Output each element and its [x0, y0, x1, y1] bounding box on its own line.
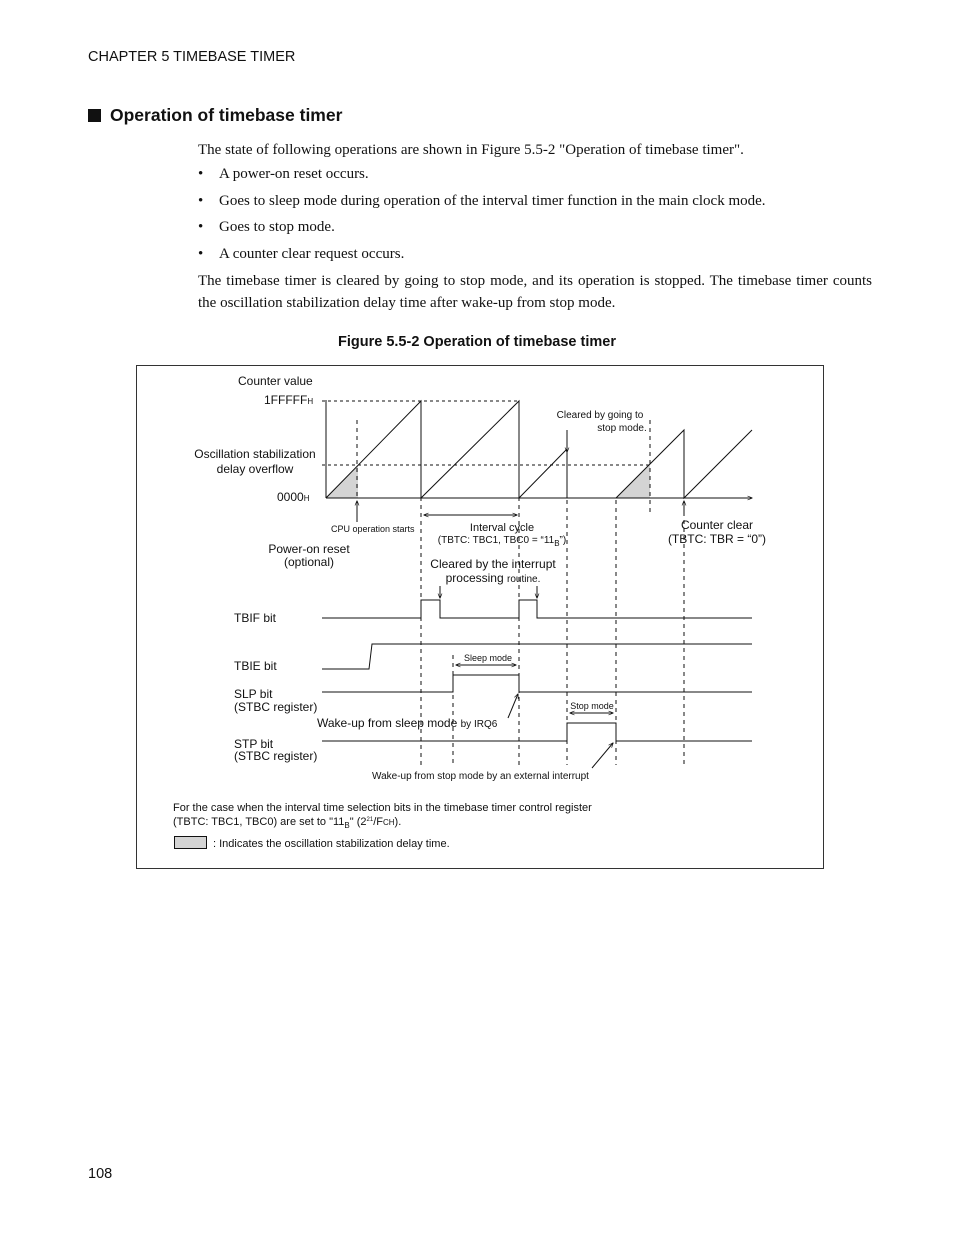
- osc-overflow-label: delay overflow: [216, 462, 294, 476]
- list-item-text: Goes to stop mode.: [219, 219, 335, 235]
- stp-label: STP bit: [234, 737, 274, 751]
- legend-text: : Indicates the oscillation stabilization delay time.: [213, 838, 450, 850]
- wakeup-sleep-label: Wake-up from sleep mode by IRQ6: [317, 716, 498, 730]
- osc-overflow-label: Oscillation stabilization: [194, 447, 316, 461]
- wakeup-stop-arrow: [592, 743, 613, 768]
- note-line: (TBTC: TBC1, TBC0) are set to "$11_B$" $(2^{21}/FCH)$.: [173, 816, 402, 830]
- power-on-reset-label: Power-on reset: [268, 542, 350, 556]
- cleared-stop-label: Cleared by going to: [556, 410, 644, 421]
- tbie-label: TBIE bit: [234, 659, 277, 673]
- tbif-signal: [322, 600, 752, 618]
- page-number: 108: [88, 1166, 113, 1182]
- list-item-text: A counter clear request occurs.: [219, 246, 405, 262]
- sleep-mode-label: Sleep mode: [463, 653, 513, 663]
- stop-mode-label: Stop mode: [570, 701, 614, 711]
- counter-clear-label: Counter clear: [680, 518, 754, 532]
- counter-clear-register-label: (TBTC: TBR = “0”): [667, 532, 767, 546]
- tbie-signal: [322, 644, 752, 669]
- cleared-stop-label: stop mode.: [597, 423, 647, 434]
- cpu-starts-label: CPU operation starts: [331, 524, 415, 534]
- bullet-dot: •: [198, 246, 204, 262]
- list-item-text: A power-on reset occurs.: [219, 166, 369, 182]
- slp-register-label: (STBC register): [234, 700, 318, 714]
- interval-register-label: (TBTC: TBC1, $TBC0 = “11_B$”): [437, 535, 567, 548]
- list-item-text: Goes to sleep mode during operation of the interval timer function in the main clock mode.: [219, 193, 766, 209]
- cleared-interrupt-label: Cleared by the interrupt: [430, 557, 556, 571]
- max-value-label: 1FFFFFH: [264, 393, 314, 407]
- cleared-interrupt-label: processing routine.: [445, 571, 541, 585]
- counter-value-label: Counter value: [238, 374, 313, 388]
- chapter-header: CHAPTER 5 TIMEBASE TIMER: [88, 49, 296, 65]
- bullet-dot: •: [198, 193, 204, 209]
- legend-swatch: [175, 837, 207, 849]
- optional-label: (optional): [283, 555, 335, 569]
- bullet-dot: •: [198, 219, 204, 235]
- counter-waveform: [326, 401, 567, 498]
- section-title: Operation of timebase timer: [110, 105, 343, 125]
- min-value-label: 0000H: [277, 490, 310, 504]
- body-paragraph: The timebase timer is cleared by going to stop mode, and its operation is stopped. The timebase timer counts the oscillation stabilization delay time after wake-up from stop mode.: [198, 273, 872, 311]
- note-line: For the case when the interval time selection bits in the timebase timer control register: [173, 802, 592, 814]
- tbif-label: TBIF bit: [234, 611, 277, 625]
- wakeup-sleep-arrow: [508, 694, 518, 718]
- slp-label: SLP bit: [234, 687, 273, 701]
- figure-caption: Figure 5.5-2 Operation of timebase timer: [338, 334, 616, 350]
- bullet-dot: •: [198, 166, 204, 182]
- wakeup-stop-label: Wake-up from stop mode by an external interrupt: [372, 771, 589, 782]
- interval-cycle-label: Interval cycle: [469, 522, 535, 534]
- stp-register-label: (STBC register): [234, 749, 318, 763]
- slp-signal: [322, 675, 752, 692]
- intro-paragraph: The state of following operations are shown in Figure 5.5-2 "Operation of timebase timer".: [198, 142, 744, 158]
